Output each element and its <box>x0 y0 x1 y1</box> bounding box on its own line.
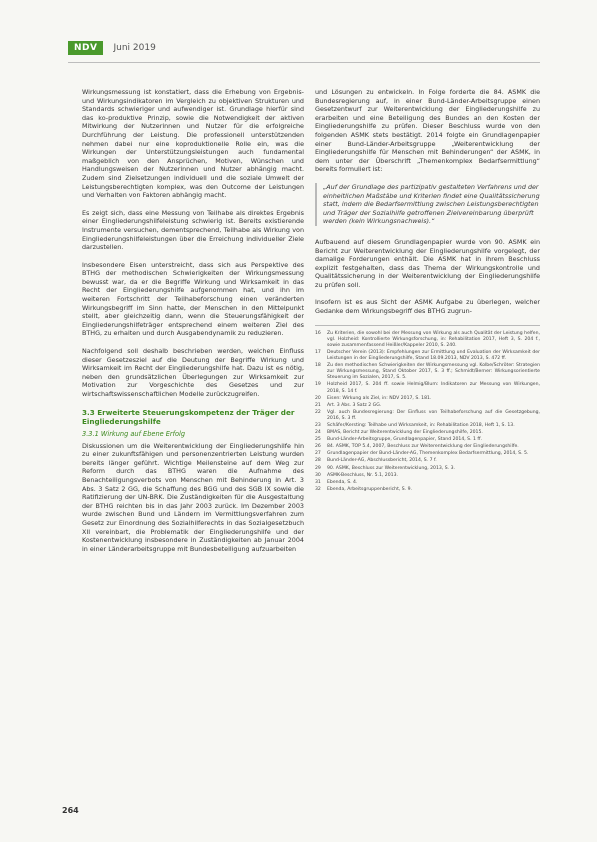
footnote-text: Holzheid 2017, S. 204 ff. sowie Helmig/Blum: Indikatoren zur Messung von Wirkungen, 2018, S. 14 f. <box>327 382 540 394</box>
paragraph: Insbesondere Eisen unterstreicht, dass sich aus Perspektive des BTHG der methodischen Schwierigkeiten der Wirkungsmessung bewusst war, da er die Begriffe Wirkung und Wirksamkeit in das Recht der Eingliederungshilfe aufgenommen hat, und ihn im weiteren Fortschritt der Teilhabeforschung einen veränderten Wirkungsbegriff im Sinn hatte, der Menschen in den Mittelpunkt stellt, aber gleichzeitig dann, wenn die Steuerungsfähigkeit der Eingliederungshilfeträger entsprechend einem weiteren Ziel des BTHG, zu erhalten und durch Ausgabendynamik zu reduzieren. <box>82 260 304 338</box>
footnote-text: Art. 3 Abs. 3 Satz 2 GG. <box>327 402 382 408</box>
footnote-text: Ebenda, Arbeitsgruppenbericht, S. 9. <box>327 486 413 492</box>
paragraph: Aufbauend auf diesem Grundlagenpapier wurde von 90. ASMK ein Bericht zur Weiterentwicklung der Eingliederungshilfe vorgelegt, der damalige Forderungen enthält. Die ASMK hat in ihrem Beschluss explizit festgehalten, dass das Thema der Wirkungskontrolle und Qualitätssicherung in der Weiterentwicklung der Eingliederungshilfe zu prüfen soll. <box>315 237 540 289</box>
footnote-number: 21 <box>315 402 321 408</box>
footnote <box>315 473 540 479</box>
footnote <box>315 331 540 349</box>
footnote-number: 28 <box>315 458 321 464</box>
footnote-number: 23 <box>315 422 321 428</box>
page-number: 264 <box>62 806 79 815</box>
footnote <box>315 437 540 443</box>
footnote <box>315 382 540 394</box>
footnote <box>315 487 540 493</box>
left-column <box>82 88 304 562</box>
footnote-number: 26 <box>315 444 321 450</box>
paragraph: Nachfolgend soll deshalb beschrieben werden, welchen Einfluss dieser Gesetzesziel auf die Deutung der Begriffe Wirkung und Wirksamkeit im Recht der Eingliederungshilfe hat. Dazu ist es nötig, neben den grundsätzlichen Überlegungen zur Wirksamkeit zur Motivation zur Vorgeschichte des Gesetzes und zur wirtschaftswissenschaftlichen Modelle zurückzugreifen. <box>82 347 304 398</box>
footnote-number: 32 <box>315 486 321 492</box>
running-header <box>68 40 156 56</box>
footnote-number: 27 <box>315 451 321 457</box>
footnote-number: 31 <box>315 479 321 485</box>
footnote-number: 19 <box>315 382 321 388</box>
paragraph: Diskussionen um die Weiterentwicklung der Eingliederungshilfe hin zu einer zukunftsfähigen und personenzentrierten Leistung wurden bereits länger geführt. Wichtige Meilensteine auf dem Weg zur Reform durch das BTHG waren die Aufnahme des Benachteiligungsverbots von Menschen mit Behinderung in Art. 3 Abs. 3 Satz 2 GG, die Schaffung des BGG und des SGB IX sowie die Ratifizierung der UN-BRK. Die Zuständigkeiten für die Ausgestaltung der BTHG reichten bis in das Jahr 2003 zurück. Im Dezember 2003 wurde zwischen Bund und Ländern im Vermittlungsverfahren zum Gesetz zur Einordnung des Sozialhilferechts in das Sozialgesetzbuch XII vereinbart, die Problematik der Eingliederungshilfe und der Kostenentwicklung insbesondere in Zuständigkeiten ab Januar 2004 in einer Länderarbeitsgruppe mit Bundesbeteiligung aufzuarbeiten <box>82 441 304 553</box>
footnote-text: 84. ASMK, TOP 5.4, 2007, Beschluss zur Weiterentwicklung der Eingliederungshilfe. <box>327 444 519 450</box>
footnote-text: Ebenda, S. 4. <box>327 479 358 485</box>
footnote-text: ASMK-Beschluss, Nr. 5.1, 2013. <box>327 472 398 478</box>
footnote-text: Zu Kriterien, die sowohl bei der Messung von Wirkung als auch Qualität der Leistung helfen, vgl. Holzheid: Kontrollierte Wirkungsforschung, in: Rehabilitation 2017, Heft 3, S. 204 f., sowie zusammenfassend Heißler/Kappeler 2010, S. 240. <box>327 330 540 348</box>
header-rule <box>68 62 540 63</box>
footnote <box>315 480 540 486</box>
section-heading: 3.3 Erweiterte Steuerungskompetenz der Träger der Eingliederungshilfe <box>82 407 295 426</box>
paragraph: Es zeigt sich, dass eine Messung von Teilhabe als direktes Ergebnis einer Eingliederungshilfeleistung schwierig ist. Bereits existierende Instrumente versuchen, dementsprechend, Teilhabe als Wirkung von Eingliederungshilfeleistungen über die Erreichung individueller Ziele darzustellen. <box>82 208 304 252</box>
footnote-text: Schäfer/Kersting: Teilhabe und Wirksamkeit, in: Rehabilitation 2018, Heft 1, S. 13. <box>327 422 515 428</box>
footnote <box>315 410 540 422</box>
footnote-text: BMAS, Bericht zur Weiterentwicklung der Eingliederungshilfe, 2015. <box>327 430 483 436</box>
footnote <box>315 444 540 450</box>
footnote-text: Zu den methodischen Schwierigkeiten der Wirkungsmessung vgl. Kolbe/Schröter: Strategien zur Wirkungsmessung, Stand Oktober 2017, S. 3 ff.; Schmidt/Berner: Wirkungsorientierte Steuerung im Sozialen, 2017, S. 5. <box>327 363 540 381</box>
paragraph: und Lösungen zu entwickeln. In Folge forderte die 84. ASMK die Bundesregierung auf, in einer Bund-Länder-Arbeitsgruppe einen Gesetzentwurf zur Weiterentwicklung der Eingliederungshilfe zu erarbeiten und eine Beteiligung des Bundes an den Kosten der Eingliederungshilfe zu prüfen. Dieser Beschluss wurde von den folgenden ASMK stets bestätigt. 2014 folgte ein Grundlagenpapier einer Bund-Länder-Arbeitsgruppe „Weiterentwicklung der Eingliederungshilfe für Menschen mit Behinderungen“ der ASMK, in dem unter der Überschrift „Themenkomplex Bedarfsermittlung“ bereits formuliert ist: <box>315 88 540 174</box>
footnotes <box>315 325 540 493</box>
footnote-number: 16 <box>315 330 321 336</box>
footnote-number: 20 <box>315 395 321 401</box>
footnote <box>315 396 540 402</box>
footnote-text: Eisen: Wirkung als Ziel, in: NDV 2017, S. 181. <box>327 395 432 401</box>
footnote-text: Vgl. auch Bundesregierung: Der Einfluss von Teilhabeforschung auf die Gesetzgebung, 2016, S. 3 ff. <box>327 409 540 421</box>
footnote-text: Bund-Länder-Arbeitsgruppe, Grundlagenpapier, Stand 2014, S. 1 ff. <box>327 437 483 443</box>
footnote <box>315 458 540 464</box>
footnote <box>315 430 540 436</box>
footnote <box>315 350 540 362</box>
footnote-number: 18 <box>315 363 321 369</box>
footnote <box>315 403 540 409</box>
footnote <box>315 451 540 457</box>
subsection-heading: 3.3.1 Wirkung auf Ebene Erfolg <box>82 429 186 438</box>
footnote-text: Deutscher Verein (2013): Empfehlungen zur Ermittlung und Evaluation der Wirksamkeit der Leistungen in der Eingliederungshilfe, Stand 18.09.2013, NDV 2013, S. 472 ff. <box>327 349 540 362</box>
right-column <box>315 88 540 494</box>
block-quote: „Auf der Grundlage des partizipativ gestalteten Verfahrens und der einheitlichen Maßstäbe und Kriterien findet eine Qualitätssicherung statt, indem die Bedarfsermittlung zwischen Leistungsberechtigten und Träger der Sozialhilfe getroffenen Zielvereinbarung überprüft werden (kein Wirkungsnachweis).“ <box>315 183 540 226</box>
paragraph: Wirkungsmessung ist konstatiert, dass die Erhebung von Ergebnis- und Wirkungsindikatoren im Vergleich zu objektiven Strukturen und Standards schwieriger und aufwendiger ist. Grundlage hierfür sind das ko-produktive Prinzip, sowie die Notwendigkeit der aktiven Mitwirkung der Nutzerinnen und Nutzer für die erfolgreiche Durchführung der Leistung. Die professionell unterstützenden nehmen dabei nur eine koproduktionelle Rolle ein, was die Wirkungen der Unterstützungsleistungen auch fundamental maßgeblich von den Ansprüchen, Motiven, Wünschen und Handlungsweisen der Nutzerinnen und Nutzer abhängig macht. Zudem sind Zielsetzungen individuell und die soziale Umwelt der Leistungsberechtigten komplex, was den Outcome der Leistungen und Verhalten von Faktoren abhängig macht. <box>82 88 304 200</box>
footnote-number: 24 <box>315 430 321 436</box>
footnote-number: 25 <box>315 437 321 443</box>
footnote <box>315 423 540 429</box>
issue-date: Juni 2019 <box>113 43 156 53</box>
paragraph: Insofern ist es aus Sicht der ASMK Aufgabe zu überlegen, welcher Gedanke dem Wirkungsbegriff des BTHG zugrun- <box>315 298 540 316</box>
footnote <box>315 363 540 381</box>
journal-badge: NDV <box>68 41 103 55</box>
footnote-number: 29 <box>315 465 321 471</box>
footnote-number: 17 <box>315 349 321 355</box>
footnote-number: 22 <box>315 409 321 415</box>
footnote-text: Bund-Länder-AG, Abschlussbericht, 2014, S. 7 f. <box>327 458 437 464</box>
footnote-number: 30 <box>315 472 321 478</box>
footnote-text: 90. ASMK, Beschluss zur Weiterentwicklung, 2013, S. 3. <box>327 465 455 471</box>
footnote-text: Grundlagenpapier der Bund-Länder-AG, Themenkomplex Bedarfsermittlung, 2014, S. 5. <box>327 451 529 457</box>
footnote <box>315 466 540 472</box>
